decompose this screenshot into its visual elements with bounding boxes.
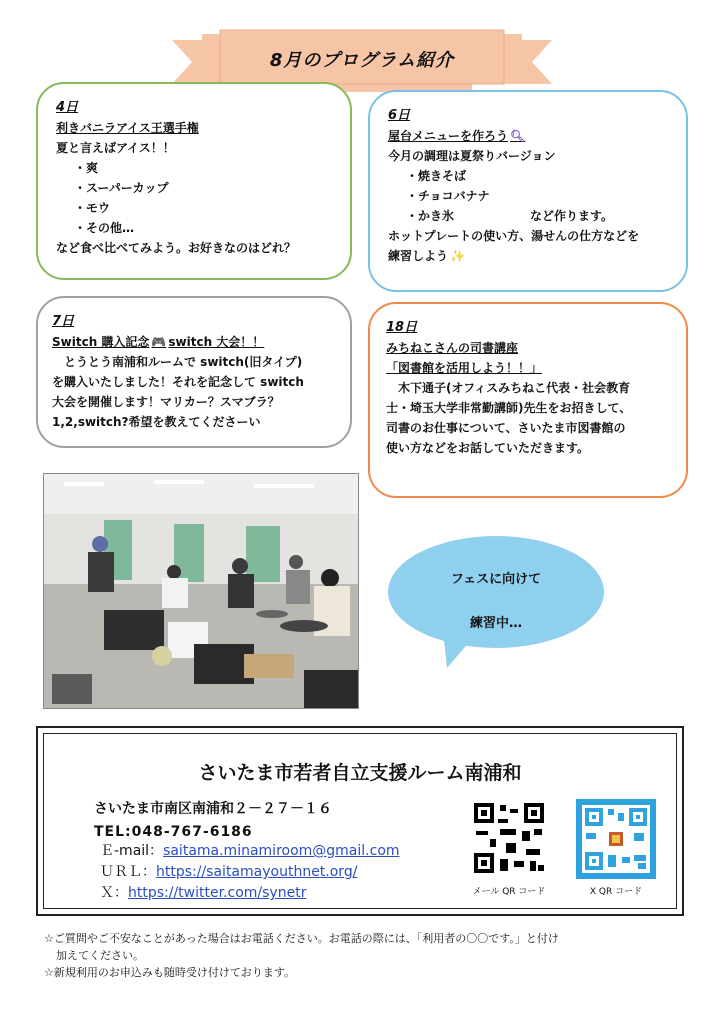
- box6-line: ホットプレートの使い方、湯せんの仕方などを: [388, 229, 640, 243]
- x-row: [100, 882, 306, 902]
- email-row: [100, 840, 400, 860]
- contact-box-inner: [43, 733, 677, 909]
- notes: [44, 930, 684, 981]
- speech-bubble: [385, 532, 607, 670]
- box4-day: 4日: [56, 100, 79, 115]
- box4-line: ・その他…: [74, 221, 135, 235]
- box6-title: 屋台メニューを作ろう: [388, 129, 509, 143]
- box7-line: とうとう南浦和ルームで switch(旧タイプ): [64, 355, 303, 369]
- band-practice-photo: [43, 473, 359, 709]
- box6-line: など作ります。: [530, 209, 614, 223]
- box6-day: 6日: [388, 108, 411, 123]
- email-link[interactable]: saitama.minamiroom@gmail.com: [163, 843, 400, 859]
- note-line: ☆新規利用のお申込みも随時受け付けております。: [44, 966, 295, 979]
- box18-title: みちねこさんの司書講座: [386, 341, 519, 355]
- box7-title: Switch 購入記念: [52, 335, 150, 349]
- x-qr-label: X QR コード: [589, 887, 643, 897]
- mail-qr-label: メール QR コード: [472, 887, 546, 897]
- box4-line: ・スーパーカップ: [74, 181, 169, 195]
- box18-line: 司書のお仕事について、さいたま市図書館の: [386, 421, 626, 435]
- program-box-6: [368, 90, 688, 292]
- magnifier-icon: 🔍︎: [510, 129, 526, 143]
- bubble-line1: フェスに向けて: [450, 572, 542, 587]
- bubble-line2: 練習中…: [469, 616, 522, 631]
- gamepad-icon: 🎮: [151, 335, 167, 349]
- box7-title-row: [52, 332, 304, 352]
- x-link[interactable]: https://twitter.com/synetr: [128, 885, 307, 901]
- note-line: 加えてください。: [56, 949, 144, 962]
- box7-line: を購入いたしました！それを記念して switch: [52, 375, 304, 389]
- box7-day: 7日: [52, 314, 75, 329]
- box7-line: 1,2,switch?希望を教えてくださーい: [52, 415, 261, 429]
- box6-line: 練習しよう: [388, 249, 449, 263]
- box4-line: 夏と言えばアイス！！: [56, 141, 175, 155]
- box18-line: 使い方などをお話していただきます。: [386, 441, 590, 455]
- program-box-7: [36, 296, 352, 448]
- url-label: ＵＲＬ：: [100, 864, 156, 880]
- sparkle-icon: ✨: [450, 249, 465, 263]
- address: さいたま市南区南浦和２－２７－１６: [94, 801, 332, 817]
- url-row: [100, 861, 357, 881]
- box18-day: 18日: [386, 320, 418, 335]
- box18-line: 士・埼玉大学非常勤講師)先生をお招きして、: [386, 401, 632, 415]
- box4-line: ・爽: [74, 161, 99, 175]
- box4-line: ・モウ: [74, 201, 111, 215]
- contact-box: [36, 726, 684, 916]
- organization-name: さいたま市若者自立支援ルーム南浦和: [198, 762, 522, 784]
- box6-line-row: [388, 246, 639, 266]
- note-line: ☆ご質問やご不安なことがあった場合はお電話ください。お電話の際には、「利用者の〇〇です。」と付け: [44, 932, 559, 945]
- box4-line: など食べ比べてみよう。お好きなのはどれ？: [56, 241, 297, 255]
- box6-line: ・チョコバナナ: [406, 189, 490, 203]
- email-label: Ｅ-mail：: [100, 843, 164, 859]
- box18-title2: 「図書館を活用しよう！！」: [386, 361, 543, 375]
- program-box-18: [368, 302, 688, 498]
- banner-title: 8月のプログラム紹介: [269, 50, 455, 71]
- telephone: TEL:048-767-6186: [94, 824, 253, 840]
- website-link[interactable]: https://saitamayouthnet.org/: [156, 864, 358, 880]
- box18-line: 木下通子(オフィスみちねこ代表・社会教育: [398, 381, 631, 395]
- x-label: Ｘ：: [100, 885, 128, 901]
- box7-line: 大会を開催します！マリカー？スマブラ？: [52, 395, 280, 409]
- program-box-4: [36, 82, 352, 280]
- box6-line: 今月の調理は夏祭りバージョン: [388, 149, 556, 163]
- box4-title: 利きバニラアイス王選手権: [56, 121, 199, 135]
- box6-line: ・焼きそば: [406, 169, 467, 183]
- speech-bubble-icon: [385, 532, 607, 670]
- box6-line-row: [388, 206, 639, 226]
- mail-qr-code-icon[interactable]: [470, 799, 548, 877]
- box7-title2: switch 大会！！: [168, 335, 265, 349]
- box6-line: ・かき氷: [406, 209, 455, 223]
- photo-illustration-icon: [44, 474, 358, 708]
- x-qr-code-icon[interactable]: [576, 799, 656, 879]
- box6-title-row: [388, 126, 639, 146]
